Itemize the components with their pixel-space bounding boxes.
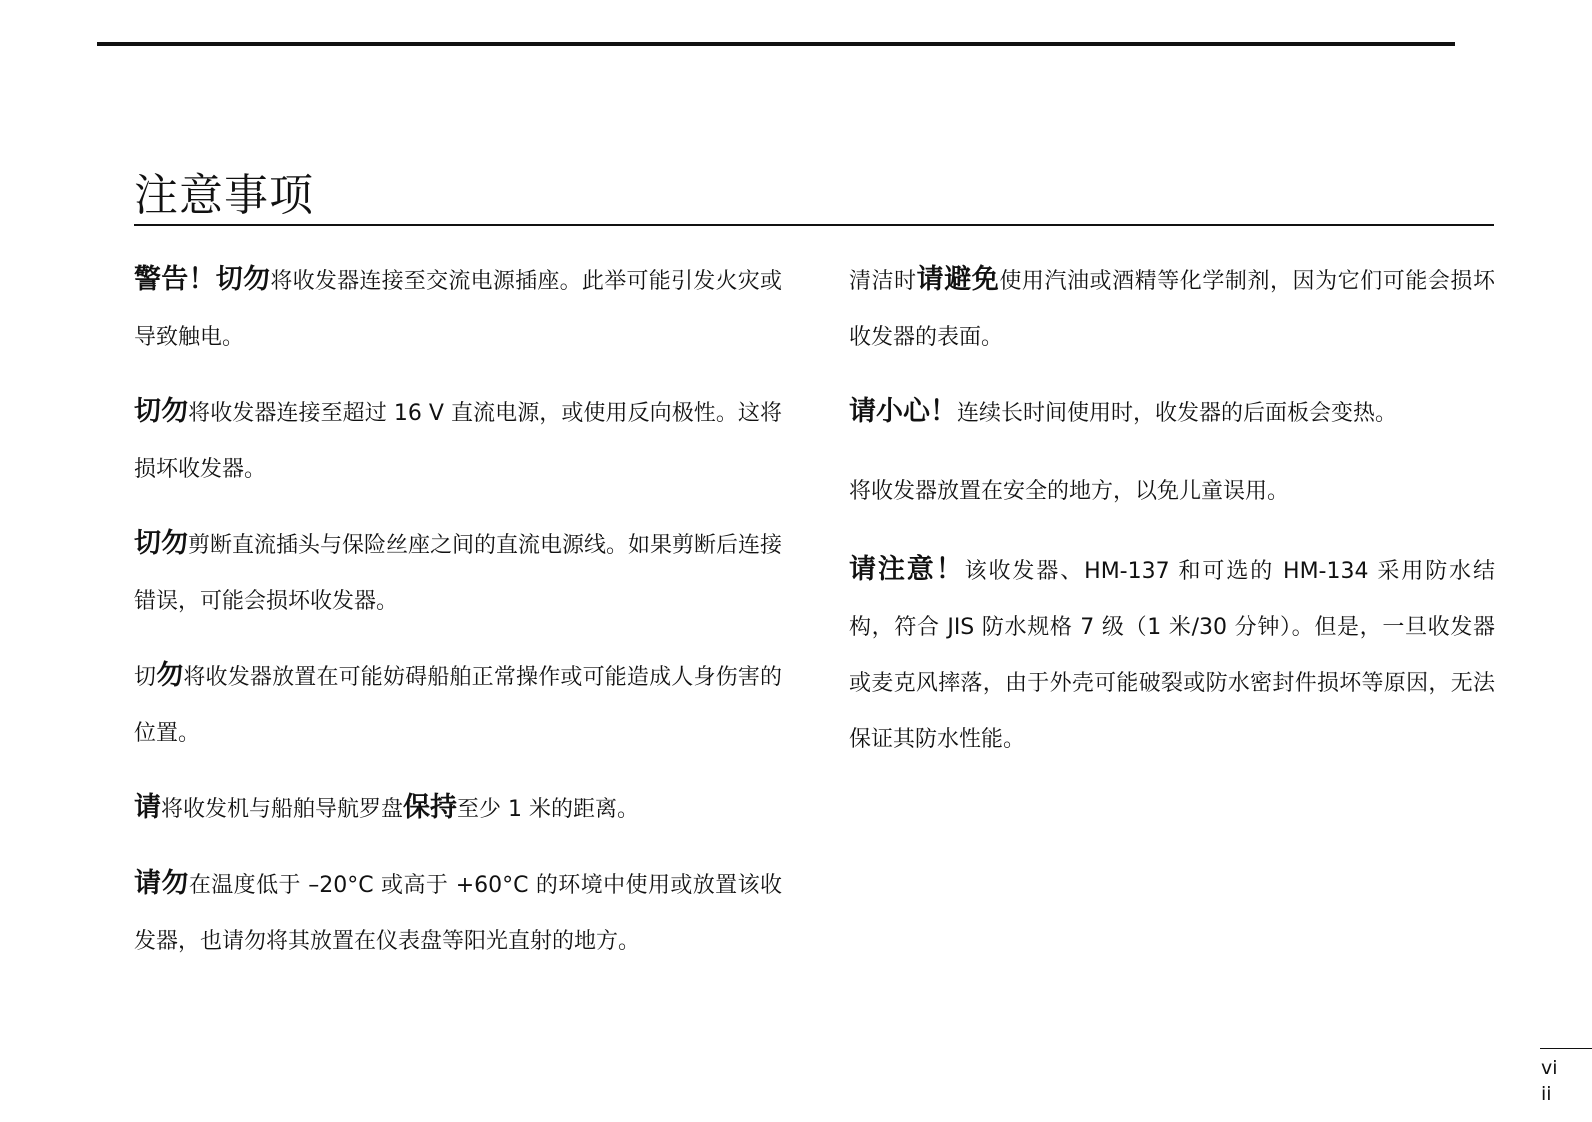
page-title: 注意事项	[134, 170, 314, 221]
text-run: 剪断直流插头与保险丝座之间的直流电源线。如果剪断后连接错误，可能会损坏收发器。	[134, 533, 783, 614]
paragraph	[849, 542, 1495, 768]
text-run: 切	[134, 665, 157, 690]
paragraph	[134, 516, 782, 630]
top-rule	[97, 42, 1455, 46]
text-run: 将收发机与船舶导航罗盘	[161, 797, 404, 822]
text-run: 连续长时间使用时，收发器的后面板会变热。	[957, 401, 1398, 426]
paragraph	[134, 384, 782, 498]
paragraph	[849, 252, 1495, 366]
right-column	[849, 252, 1495, 768]
bold-run: 请注意！	[849, 554, 965, 585]
text-run: 使用汽油或酒精等化学制剂，因为它们可能会损坏收发器的表面。	[849, 269, 1495, 350]
text-run: 将收发器连接至超过 16 V 直流电源，或使用反向极性。这将损坏收发器。	[134, 401, 782, 482]
bold-run: 请避免	[916, 264, 1000, 295]
paragraph	[134, 252, 782, 366]
left-column	[134, 252, 782, 970]
bold-run: 请小心！	[849, 396, 957, 427]
page-number: ii	[1541, 1083, 1552, 1105]
paragraph	[134, 780, 782, 838]
title-rule	[134, 224, 1494, 226]
bold-run: 切勿	[134, 528, 188, 559]
bold-run: 警告！	[134, 264, 216, 295]
bold-run: 切勿	[215, 264, 271, 295]
page-number-rule	[1540, 1048, 1592, 1049]
paragraph	[134, 648, 782, 762]
text-run: 将收发器连接至交流电源插座。此举可能引发火灾或导致触电。	[134, 269, 783, 350]
page-number: vi	[1541, 1057, 1558, 1079]
bold-run: 请勿	[134, 868, 189, 899]
text-run: 至少 1 米的距离。	[457, 797, 639, 822]
paragraph	[134, 856, 782, 970]
paragraph	[849, 464, 1495, 520]
text-run: 将收发器放置在安全的地方，以免儿童误用。	[849, 479, 1290, 504]
bold-run: 切勿	[134, 396, 189, 427]
text-run: 在温度低于 –20°C 或高于 +60°C 的环境中使用或放置该收发器，也请勿将其放置在仪表盘等阳光直射的地方。	[134, 873, 782, 954]
text-run: 该收发器、HM-137 和可选的 HM-134 采用防水结构，符合 JIS 防水规格 7 级（1 米/30 分钟）。但是，一旦收发器或麦克风摔落，由于外壳可能破裂或防水密封件损坏等原因，无法保证其防水性能。	[849, 559, 1496, 752]
paragraph	[849, 384, 1495, 442]
bold-run: 保持	[403, 792, 458, 823]
bold-run: 勿	[156, 660, 184, 691]
text-run: 将收发器放置在可能妨碍船舶正常操作或可能造成人身伤害的位置。	[134, 665, 782, 746]
bold-run: 请	[134, 792, 161, 823]
text-run: 清洁时	[849, 269, 917, 294]
